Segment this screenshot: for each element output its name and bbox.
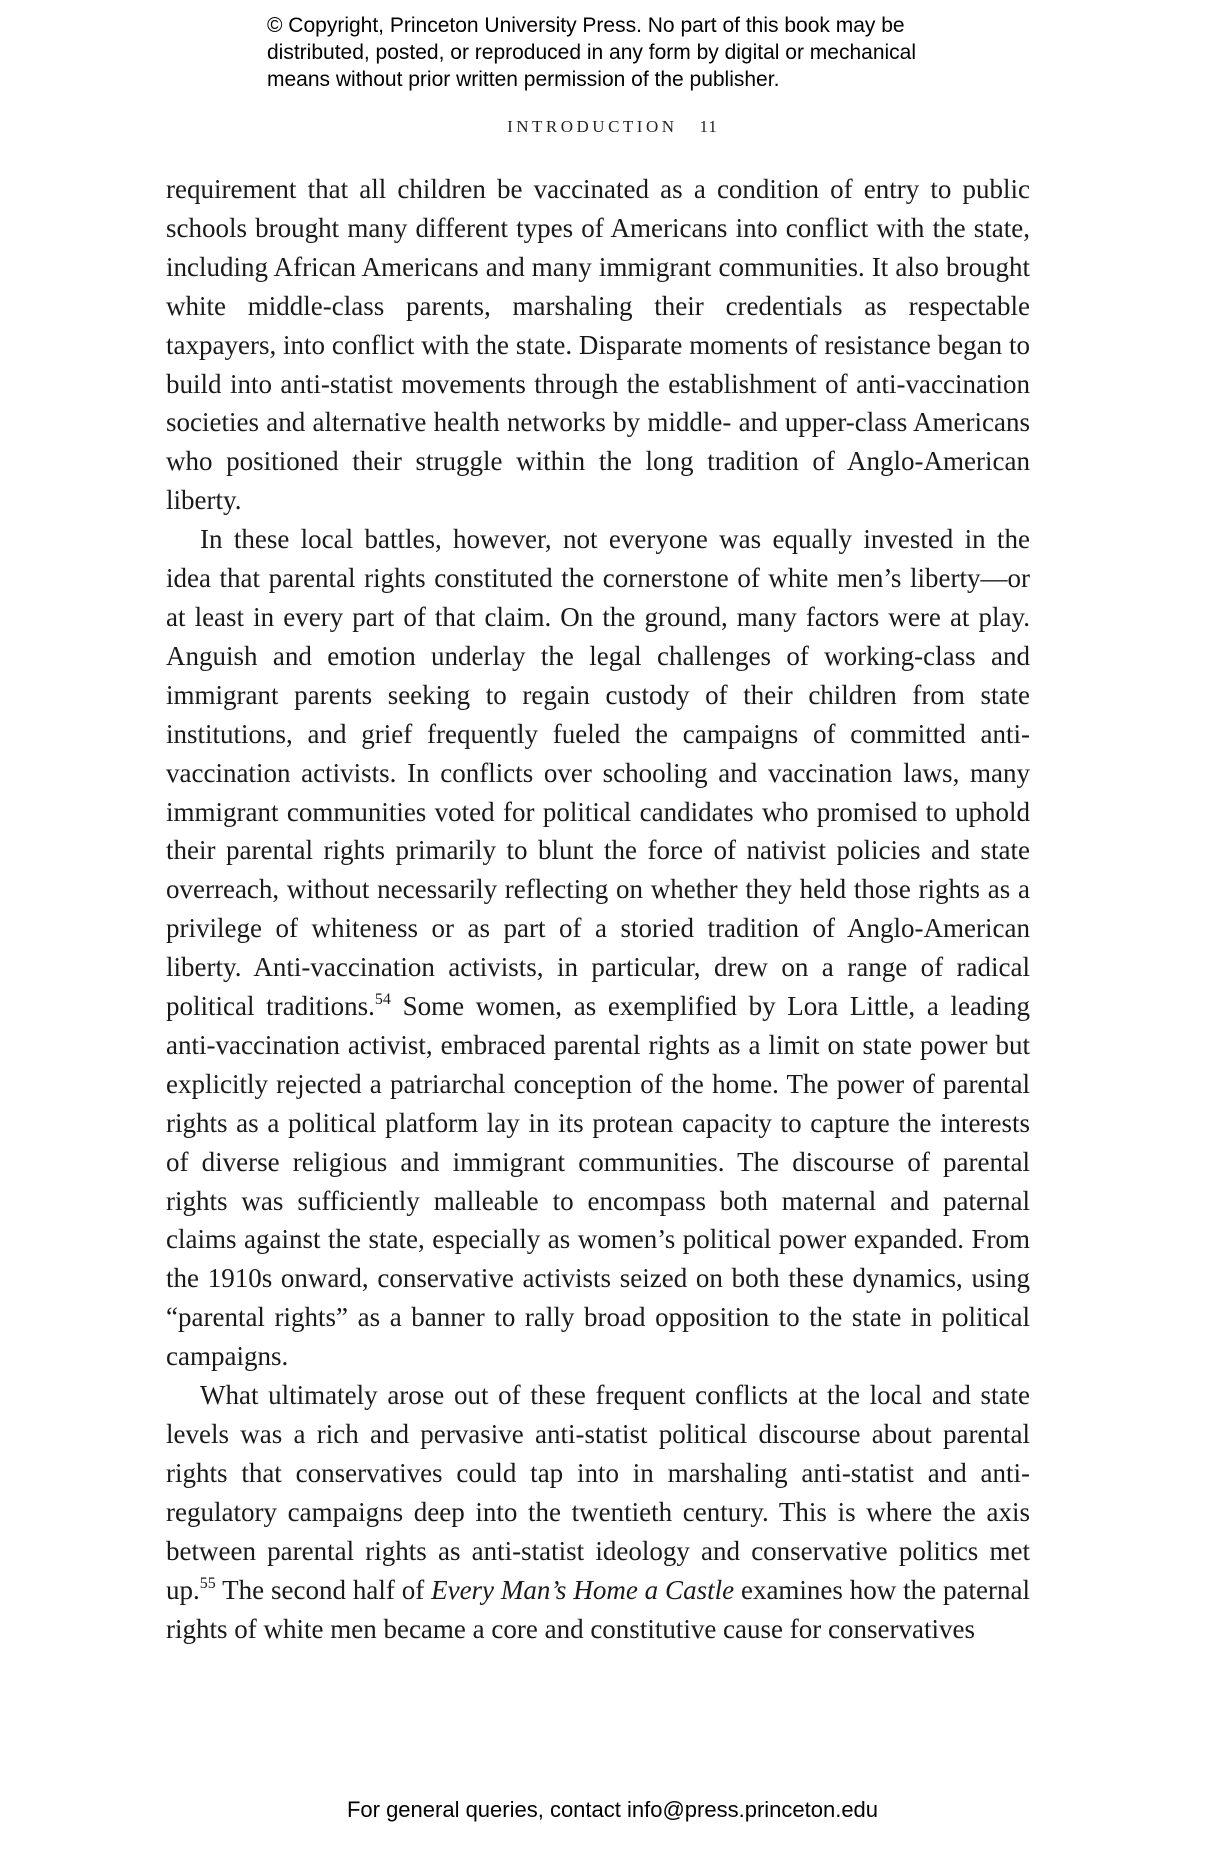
copyright-line-2: distributed, posted, or reproduced in any form by digital or mechanical [267, 41, 917, 64]
copyright-line-1: © Copyright, Princeton University Press. No part of this book may be [267, 14, 905, 37]
paragraph-3 [166, 1376, 1030, 1648]
paragraph-1 [166, 170, 1030, 520]
footer-contact: For general queries, contact info@press.princeton.edu [346, 1797, 879, 1822]
footnote-ref-54[interactable]: 54 [374, 991, 391, 1009]
page-number: 11 [699, 117, 718, 136]
copyright-notice [267, 12, 1027, 93]
copyright-line-3: means without prior written permission of the publisher. [267, 68, 780, 91]
paragraph-3-text-a: What ultimately arose out of these frequent conflicts at the local and state levels was a rich and pervasive anti-statist political discourse about parental rights that conservatives could tap into in marshaling anti-statist and anti-regulatory campaigns deep into the twentieth century. This is where the axis between parental rights as anti-statist ideology and conservative politics met up. [166, 1380, 1030, 1605]
book-title: Every Man’s Home a Castle [431, 1574, 735, 1605]
body-text [166, 170, 1030, 1648]
paragraph-1-text: requirement that all children be vaccinated as a condition of entry to public schools brought many different types of Americans into conflict with the state, including African Americans and many immigrant communities. It also brought white middle-class parents, marshaling their credentials as respectable taxpayers, into conflict with the state. Disparate moments of resistance began to build into anti-statist movements through the establishment of anti-vaccination societies and alternative health networks by middle- and upper-class Americans who positioned their struggle within the long tradition of Anglo-American liberty. [166, 174, 1030, 516]
running-head [0, 117, 1225, 137]
paragraph-3-text-c: examines how the paternal rights of white men became a core and constitutive cause for conservatives [166, 1574, 1030, 1644]
footnote-ref-55[interactable]: 55 [199, 1574, 216, 1592]
paragraph-3-text-b: The second half of [215, 1574, 432, 1605]
paragraph-2-text-b: Some women, as exemplified by Lora Little, a leading anti-vaccination activist, embraced parental rights as a limit on state power but explicitly rejected a patriarchal conception of the home. The power of parental rights as a political platform lay in its protean capacity to capture the interests of diverse religious and immigrant communities. The discourse of parental rights was sufficiently malleable to encompass both maternal and paternal claims against the state, especially as women’s political power expanded. From the 1910s onward, conservative activists seized on both these dynamics, using “parental rights” as a banner to rally broad opposition to the state in political campaigns. [166, 991, 1030, 1372]
paragraph-2 [166, 520, 1030, 1376]
paragraph-2-text-a: In these local battles, however, not everyone was equally invested in the idea that parental rights constituted the cornerstone of white men’s liberty—or at least in every part of that claim. On the ground, many factors were at play. Anguish and emotion underlay the legal challenges of working-class and immigrant parents seeking to regain custody of their children from state institutions, and grief frequently fueled the campaigns of committed anti-vaccination activists. In conflicts over schooling and vaccination laws, many immigrant communities voted for political candidates who promised to uphold their parental rights primarily to blunt the force of nativist policies and state overreach, without necessarily reflecting on whether they held those rights as a privilege of whiteness or as part of a storied tradition of Anglo-American liberty. Anti-vaccination activists, in particular, drew on a range of radical political traditions. [166, 524, 1030, 1022]
running-head-section: INTRODUCTION [507, 117, 678, 136]
